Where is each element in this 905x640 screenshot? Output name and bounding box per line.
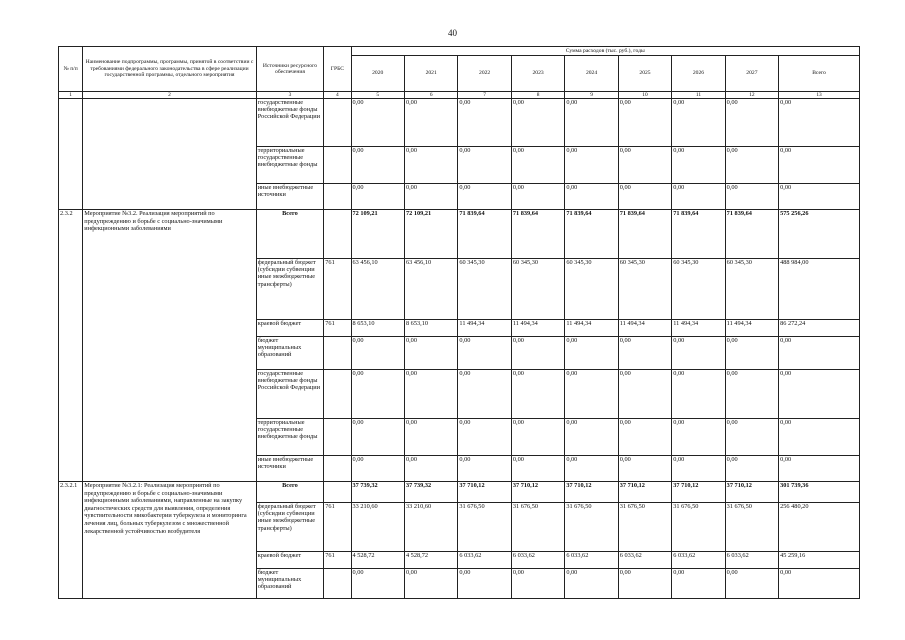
header-total: Всего <box>779 56 860 92</box>
year-value: 0,00 <box>404 99 457 147</box>
funding-source: бюджет муниципальных образований <box>256 569 324 599</box>
year-value: 37 710,12 <box>725 482 778 503</box>
year-value: 0,00 <box>458 99 511 147</box>
year-value: 0,00 <box>458 184 511 210</box>
year-value: 0,00 <box>725 337 778 370</box>
year-value: 60 345,30 <box>672 259 725 320</box>
year-value: 0,00 <box>725 147 778 184</box>
year-value: 31 676,50 <box>458 503 511 552</box>
year-value: 0,00 <box>511 419 564 456</box>
funding-source: краевой бюджет <box>256 320 324 337</box>
year-value: 72 109,21 <box>351 210 404 259</box>
year-value: 0,00 <box>404 456 457 482</box>
column-number-row <box>59 92 860 99</box>
year-value: 0,00 <box>511 184 564 210</box>
year-value: 0,00 <box>351 184 404 210</box>
funding-source: бюджет муниципальных образований <box>256 337 324 370</box>
year-value: 0,00 <box>565 99 618 147</box>
year-value: 0,00 <box>565 337 618 370</box>
col-number: 6 <box>404 92 457 99</box>
year-value: 0,00 <box>618 184 671 210</box>
year-value: 0,00 <box>618 370 671 419</box>
col-number: 4 <box>324 92 351 99</box>
year-value: 0,00 <box>672 419 725 456</box>
year-value: 0,00 <box>351 569 404 599</box>
col-number: 2 <box>83 92 256 99</box>
year-value: 0,00 <box>725 99 778 147</box>
funding-source: иные внебюджетные источники <box>256 456 324 482</box>
year-value: 11 494,34 <box>511 320 564 337</box>
row-number: 2.3.2.1 <box>59 482 83 599</box>
year-value: 11 494,34 <box>725 320 778 337</box>
year-value: 0,00 <box>458 370 511 419</box>
year-value: 6 033,62 <box>725 552 778 569</box>
year-value: 33 210,60 <box>404 503 457 552</box>
total-value: 488 984,00 <box>779 259 860 320</box>
year-value: 71 839,64 <box>565 210 618 259</box>
year-value: 6 033,62 <box>618 552 671 569</box>
header-year: 2023 <box>511 56 564 92</box>
funding-source: территориальные государственные внебюджетные фонды <box>256 147 324 184</box>
year-value: 0,00 <box>511 99 564 147</box>
year-value: 0,00 <box>511 569 564 599</box>
year-value: 0,00 <box>672 184 725 210</box>
year-value: 31 676,50 <box>618 503 671 552</box>
total-value: 0,00 <box>779 337 860 370</box>
year-value: 60 345,30 <box>458 259 511 320</box>
year-value: 33 210,60 <box>351 503 404 552</box>
total-value: 256 480,20 <box>779 503 860 552</box>
grbs-code <box>324 419 351 456</box>
year-value: 6 033,62 <box>565 552 618 569</box>
year-value: 37 710,12 <box>565 482 618 503</box>
year-value: 0,00 <box>511 337 564 370</box>
year-value: 0,00 <box>672 147 725 184</box>
year-value: 37 710,12 <box>618 482 671 503</box>
year-value: 0,00 <box>404 147 457 184</box>
year-value: 0,00 <box>458 147 511 184</box>
year-value: 0,00 <box>511 147 564 184</box>
grbs-code <box>324 184 351 210</box>
year-value: 63 456,10 <box>351 259 404 320</box>
row-number: 2.3.2 <box>59 210 83 482</box>
header-year: 2027 <box>725 56 778 92</box>
year-value: 63 456,10 <box>404 259 457 320</box>
year-value: 0,00 <box>404 569 457 599</box>
year-value: 71 839,64 <box>511 210 564 259</box>
col-number: 8 <box>511 92 564 99</box>
header-year: 2026 <box>672 56 725 92</box>
year-value: 8 653,10 <box>351 320 404 337</box>
year-value: 0,00 <box>404 184 457 210</box>
year-value: 11 494,34 <box>458 320 511 337</box>
grbs-code: 761 <box>324 320 351 337</box>
year-value: 37 710,12 <box>458 482 511 503</box>
funding-source: федеральный бюджет (субсидии субвенции иные межбюджетные трансферты) <box>256 259 324 320</box>
year-value: 37 710,12 <box>511 482 564 503</box>
year-value: 11 494,34 <box>672 320 725 337</box>
col-number: 10 <box>618 92 671 99</box>
total-value: 0,00 <box>779 184 860 210</box>
table-row <box>59 99 860 147</box>
year-value: 71 839,64 <box>725 210 778 259</box>
table-body <box>59 99 860 599</box>
year-value: 0,00 <box>618 337 671 370</box>
year-value: 0,00 <box>672 569 725 599</box>
measure-name: Мероприятие №3.2. Реализация мероприятий по предупреждению и борьбе с социально-значимыми инфекционными заболеваниями <box>83 210 256 482</box>
funding-source: краевой бюджет <box>256 552 324 569</box>
funding-source: государственные внебюджетные фонды Российской Федерации <box>256 99 324 147</box>
year-value: 0,00 <box>672 99 725 147</box>
year-value: 0,00 <box>565 370 618 419</box>
measure-name <box>83 99 256 210</box>
year-value: 0,00 <box>565 456 618 482</box>
year-value: 0,00 <box>565 419 618 456</box>
grbs-code <box>324 569 351 599</box>
header-year: 2021 <box>404 56 457 92</box>
year-value: 72 109,21 <box>404 210 457 259</box>
measure-name: Мероприятие №3.2.1: Реализация мероприятий по предупреждению и борьбе с социально-значимыми инфекционными заболеваниями, направленные на закупку диагностических средств для выявления, определения чувствительности микобактерии туберкулеза и мониторинга лечения лиц, больных туберкулезом с множественной лекарственной устойчивостью возбудителя <box>83 482 256 599</box>
col-number: 13 <box>779 92 860 99</box>
year-value: 8 653,10 <box>404 320 457 337</box>
year-value: 0,00 <box>565 569 618 599</box>
grbs-code <box>324 147 351 184</box>
year-value: 60 345,30 <box>618 259 671 320</box>
year-value: 60 345,30 <box>725 259 778 320</box>
year-value: 0,00 <box>351 456 404 482</box>
year-value: 11 494,34 <box>618 320 671 337</box>
year-value: 0,00 <box>458 569 511 599</box>
grbs-code <box>324 482 351 503</box>
year-value: 0,00 <box>725 419 778 456</box>
table-row <box>59 482 860 503</box>
year-value: 31 676,50 <box>672 503 725 552</box>
total-value: 86 272,24 <box>779 320 860 337</box>
year-value: 0,00 <box>511 456 564 482</box>
funding-source: государственные внебюджетные фонды Российской Федерации <box>256 370 324 419</box>
year-value: 0,00 <box>672 456 725 482</box>
funding-source: Всего <box>256 210 324 259</box>
funding-source: Всего <box>256 482 324 503</box>
total-value: 575 256,26 <box>779 210 860 259</box>
funding-source: территориальные государственные внебюджетные фонды <box>256 419 324 456</box>
expenditure-table <box>58 46 860 599</box>
col-number: 7 <box>458 92 511 99</box>
year-value: 0,00 <box>565 147 618 184</box>
year-value: 71 839,64 <box>618 210 671 259</box>
header-year: 2025 <box>618 56 671 92</box>
year-value: 0,00 <box>725 184 778 210</box>
total-value: 45 259,16 <box>779 552 860 569</box>
total-value: 0,00 <box>779 419 860 456</box>
year-value: 0,00 <box>725 569 778 599</box>
header-source: Источники ресурсного обеспечения <box>256 47 324 92</box>
year-value: 0,00 <box>404 337 457 370</box>
grbs-code <box>324 99 351 147</box>
year-value: 37 739,32 <box>351 482 404 503</box>
total-value: 0,00 <box>779 370 860 419</box>
year-value: 6 033,62 <box>511 552 564 569</box>
grbs-code: 761 <box>324 552 351 569</box>
year-value: 0,00 <box>672 337 725 370</box>
year-value: 11 494,34 <box>565 320 618 337</box>
year-value: 0,00 <box>404 370 457 419</box>
header-sum: Сумма расходов (тыс. руб.), годы <box>351 47 860 56</box>
total-value: 0,00 <box>779 569 860 599</box>
year-value: 0,00 <box>672 370 725 419</box>
year-value: 37 739,32 <box>404 482 457 503</box>
grbs-code <box>324 337 351 370</box>
total-value: 301 739,36 <box>779 482 860 503</box>
year-value: 0,00 <box>725 456 778 482</box>
year-value: 0,00 <box>404 419 457 456</box>
year-value: 0,00 <box>351 370 404 419</box>
year-value: 0,00 <box>458 337 511 370</box>
row-number <box>59 99 83 210</box>
year-value: 31 676,50 <box>511 503 564 552</box>
year-value: 0,00 <box>351 419 404 456</box>
total-value: 0,00 <box>779 147 860 184</box>
table-row <box>59 210 860 259</box>
total-value: 0,00 <box>779 99 860 147</box>
header-grbs: ГРБС <box>324 47 351 92</box>
funding-source: федеральный бюджет (субсидии субвенции иные межбюджетные трансферты) <box>256 503 324 552</box>
year-value: 31 676,50 <box>565 503 618 552</box>
year-value: 0,00 <box>618 147 671 184</box>
year-value: 71 839,64 <box>672 210 725 259</box>
grbs-code <box>324 370 351 419</box>
header-year: 2024 <box>565 56 618 92</box>
header-year: 2022 <box>458 56 511 92</box>
grbs-code: 761 <box>324 259 351 320</box>
year-value: 71 839,64 <box>458 210 511 259</box>
year-value: 0,00 <box>511 370 564 419</box>
year-value: 31 676,50 <box>725 503 778 552</box>
grbs-code: 761 <box>324 503 351 552</box>
year-value: 0,00 <box>565 184 618 210</box>
year-value: 0,00 <box>351 147 404 184</box>
funding-source: иные внебюджетные источники <box>256 184 324 210</box>
year-value: 4 528,72 <box>351 552 404 569</box>
total-value: 0,00 <box>779 456 860 482</box>
col-number: 12 <box>725 92 778 99</box>
year-value: 0,00 <box>618 569 671 599</box>
header-name: Наименование подпрограммы, программы, принятой в соответствии с требованиями федерального законодательства в сфере реализации государственной программы, отдельного мероприятия <box>83 47 256 92</box>
col-number: 11 <box>672 92 725 99</box>
col-number: 9 <box>565 92 618 99</box>
year-value: 0,00 <box>458 456 511 482</box>
col-number: 1 <box>59 92 83 99</box>
year-value: 60 345,30 <box>511 259 564 320</box>
year-value: 0,00 <box>458 419 511 456</box>
year-value: 37 710,12 <box>672 482 725 503</box>
year-value: 0,00 <box>618 456 671 482</box>
year-value: 6 033,62 <box>672 552 725 569</box>
header-year: 2020 <box>351 56 404 92</box>
page-number: 40 <box>448 28 457 38</box>
year-value: 0,00 <box>618 419 671 456</box>
col-number: 3 <box>256 92 324 99</box>
year-value: 0,00 <box>725 370 778 419</box>
year-value: 0,00 <box>351 99 404 147</box>
grbs-code <box>324 456 351 482</box>
year-value: 0,00 <box>618 99 671 147</box>
year-value: 6 033,62 <box>458 552 511 569</box>
grbs-code <box>324 210 351 259</box>
col-number: 5 <box>351 92 404 99</box>
header-num: № п/п <box>59 47 83 92</box>
year-value: 60 345,30 <box>565 259 618 320</box>
year-value: 0,00 <box>351 337 404 370</box>
year-value: 4 528,72 <box>404 552 457 569</box>
